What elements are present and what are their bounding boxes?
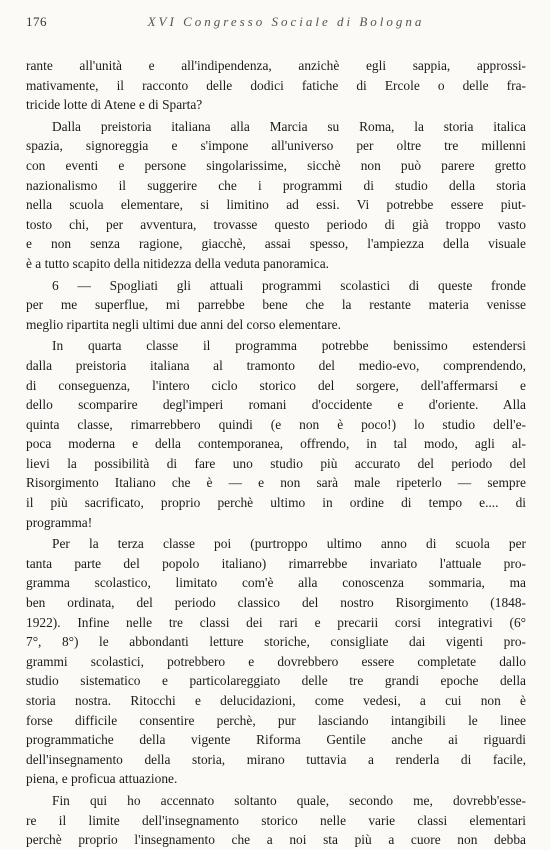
text-line: dello scomparire degl'imperi romani d'occidente e d'oriente. Alla bbox=[26, 397, 526, 413]
text-line: è a tutto scapito della nitidezza della veduta panoramica. bbox=[26, 255, 330, 271]
text-line: programmatiche della vigente Riforma Gentile anche ai riguardi bbox=[26, 732, 526, 748]
text-line: grammi scolastici, potrebbero e dovrebbero essere completate dallo bbox=[26, 653, 526, 669]
text-line: con eventi e persone singolarissime, sicchè non può parere gretto bbox=[26, 157, 526, 173]
text-line: dell'insegnamento della storia, mirano tuttavia a renderla di facile, bbox=[26, 751, 526, 767]
text-line: nella scuola elementare, si limitino ad essi. Vi potrebbe essere piut- bbox=[26, 197, 526, 213]
text-line: 7°, 8°) le abbondanti letture storiche, consigliate dai vigenti pro- bbox=[26, 634, 526, 650]
paragraph bbox=[26, 117, 526, 274]
paragraph bbox=[26, 791, 526, 850]
paragraph bbox=[26, 534, 526, 789]
text-line: ben ordinata, del periodo classico del nostro Risorgimento (1848- bbox=[26, 595, 526, 611]
text-line: forse difficile consentire perchè, pur lasciando intangibili le linee bbox=[26, 712, 526, 728]
text-line: rante all'unità e all'indipendenza, anzichè egli sappia, approssi- bbox=[26, 58, 526, 73]
text-line: 1922). Infine nelle tre classi dei rari e precarii corsi integrativi (6° bbox=[26, 614, 526, 630]
text-line: mativamente, il racconto delle dodici fatiche di Ercole o delle fra- bbox=[26, 77, 526, 93]
text-line: programma! bbox=[26, 514, 93, 530]
text-line: Dalla preistoria italiana alla Marcia su Roma, la storia italica bbox=[52, 118, 526, 134]
running-head: XVI Congresso Sociale di Bologna bbox=[147, 14, 425, 29]
text-line: piena, e proficua attuazione. bbox=[26, 771, 178, 787]
text-line: tricide lotte di Atene e di Sparta? bbox=[26, 97, 203, 113]
text-line: Fin qui ho accennato soltanto quale, secondo me, dovrebb'esse- bbox=[52, 792, 526, 808]
page-header bbox=[26, 14, 526, 38]
text-line: per me superflue, mi parrebbe bene che la restante materia venisse bbox=[26, 297, 526, 313]
paragraph bbox=[26, 336, 526, 532]
text-line: dalla preistoria italiana al tramonto del medio-evo, comprendendo, bbox=[26, 357, 526, 373]
text-line: il più sacrificato, proprio perchè ultimo in ordine di tempo e.... di bbox=[26, 495, 526, 511]
text-line: perchè proprio l'insegnamento che a noi sta più a cuore non debba bbox=[26, 832, 526, 848]
text-line: quinta classe, rimarrebbero quindi (e non è poco!) lo studio dell'e- bbox=[26, 416, 526, 432]
text-line: tanta parte del popolo italiano) rimarrebbe invariato l'attuale pro- bbox=[26, 555, 526, 571]
text-line: meglio ripartita negli ultimi due anni del corso elementare. bbox=[26, 316, 341, 332]
text-line: di conseguenza, l'intero ciclo storico del sorgere, dell'affermarsi e bbox=[26, 377, 526, 393]
text-line: nazionalismo il suggerire che i programmi di studio della storia bbox=[26, 177, 526, 193]
text-line: e non senza ragione, giacchè, assai spesso, l'ampiezza della visuale bbox=[26, 236, 526, 252]
body-text bbox=[26, 56, 526, 850]
text-line: lievi la possibilità di fare uno studio più accurato del periodo del bbox=[26, 455, 526, 471]
text-line: tosto chi, per avventura, trovasse questo periodo di già troppo vasto bbox=[26, 216, 526, 232]
text-line: storia nostra. Ritocchi e delucidazioni, come vedesi, a cui non è bbox=[26, 693, 526, 708]
text-line: poca moderna e della contemporanea, offrendo, in tal modo, agli al- bbox=[26, 436, 526, 452]
text-line: re il limite dell'insegnamento storico nelle varie classi elementari bbox=[26, 812, 526, 828]
text-line: studio sistematico e particolareggiato delle tre grandi epoche della bbox=[26, 673, 526, 689]
text-line: gramma scolastico, limitato com'è alla conoscenza sommaria, ma bbox=[26, 575, 526, 591]
paragraph bbox=[26, 276, 526, 335]
page-number: 176 bbox=[26, 14, 47, 29]
text-line: In quarta classe il programma potrebbe benissimo estendersi bbox=[52, 338, 526, 354]
text-line: Risorgimento Italiano che è — e non sarà male ripeterlo — sempre bbox=[26, 475, 526, 491]
text-line: 6 — Spogliati gli attuali programmi scolastici di queste fronde bbox=[52, 277, 526, 293]
text-line: Per la terza classe poi (purtroppo ultimo anno di scuola per bbox=[52, 536, 526, 552]
paragraph bbox=[26, 56, 526, 115]
text-line: spazia, signoreggia e s'impone all'universo per oltre tre millenni bbox=[26, 138, 526, 154]
